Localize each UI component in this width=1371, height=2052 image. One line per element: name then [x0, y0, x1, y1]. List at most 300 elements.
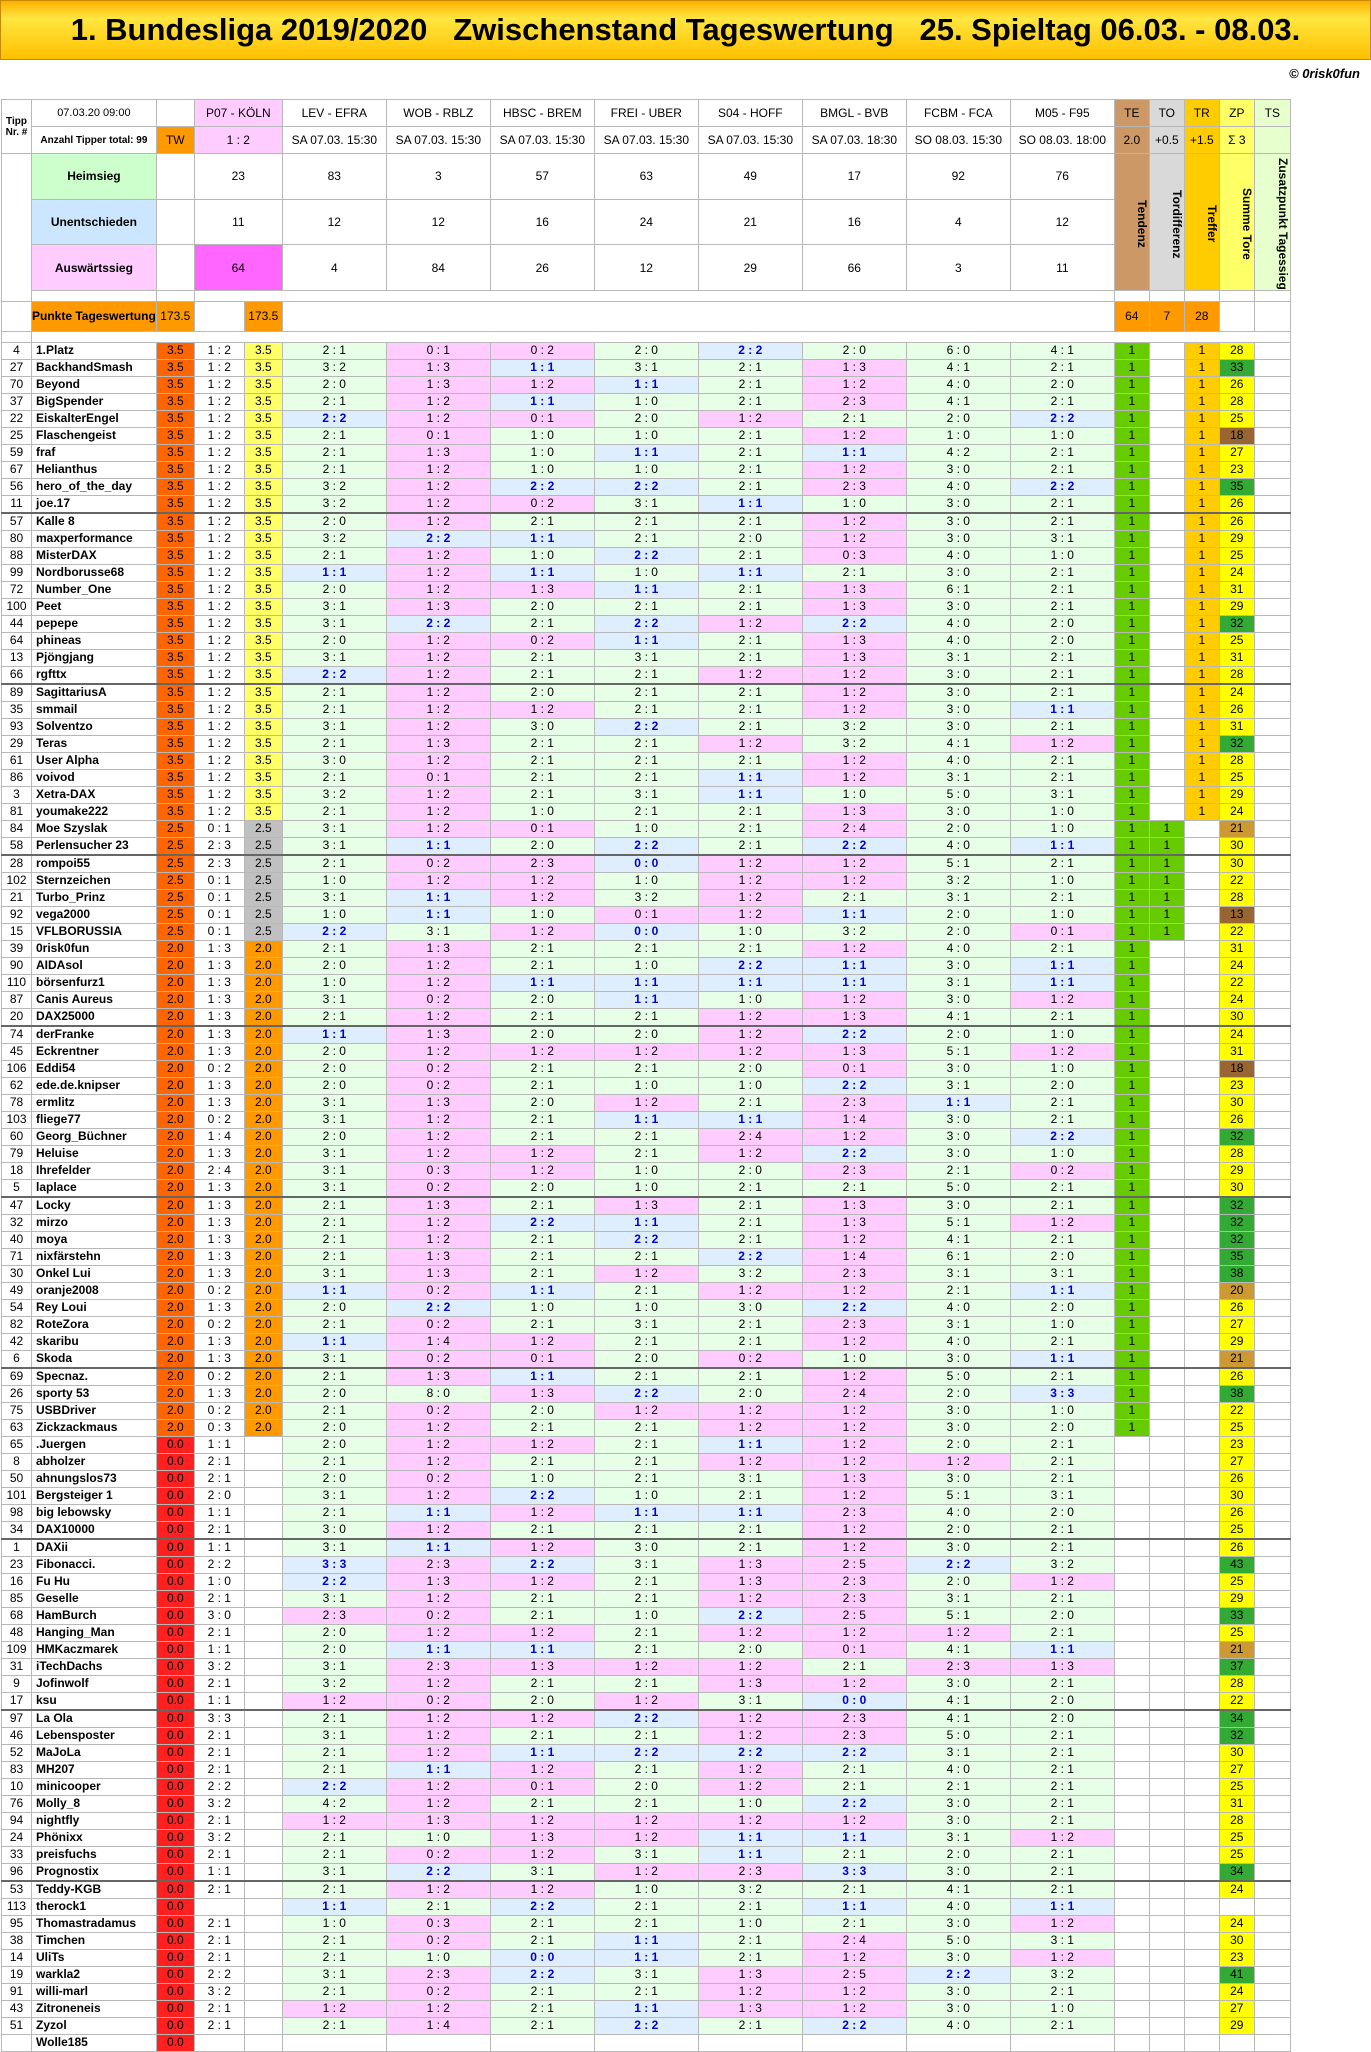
tipp-nr: 48 — [2, 1624, 32, 1641]
tip-match-8: 3 : 0 — [906, 1863, 1010, 1881]
tip-match-2: 3 : 2 — [282, 786, 386, 803]
tip-match-9: 1 : 2 — [1010, 1949, 1114, 1966]
tip-match-3: 1 : 1 — [386, 889, 490, 906]
tip-match-4: 2 : 2 — [490, 1487, 594, 1504]
zp-value: 29 — [1219, 1590, 1254, 1607]
tip-match-6: 1 : 2 — [698, 1624, 802, 1641]
zp-value: 22 — [1219, 974, 1254, 991]
match-info-4: SA 07.03. 15:30 — [594, 127, 698, 154]
tip-match-4: 1 : 1 — [490, 974, 594, 991]
to-value — [1149, 1915, 1184, 1932]
te-value — [1114, 1898, 1149, 1915]
tip-match-8: 3 : 1 — [906, 769, 1010, 786]
tip-match-2: 2 : 1 — [282, 444, 386, 461]
tip-match-5: 2 : 2 — [594, 2017, 698, 2034]
to-value — [1149, 1795, 1184, 1812]
tipp-nr: 54 — [2, 1299, 32, 1316]
te-value — [1114, 1863, 1149, 1881]
tip-match-3: 1 : 1 — [386, 837, 490, 855]
unentschieden-value-4: 24 — [594, 199, 698, 245]
tipp-nr: 83 — [2, 1761, 32, 1778]
tip-match-2: 2 : 1 — [282, 855, 386, 873]
tip-match-5: 2 : 1 — [594, 1675, 698, 1692]
tip-match-8: 4 : 0 — [906, 1898, 1010, 1915]
tw-score: 0.0 — [156, 1470, 194, 1487]
to-value — [1149, 1026, 1184, 1044]
tip-match-9: 2 : 1 — [1010, 1179, 1114, 1197]
tip-match-4: 2 : 2 — [490, 478, 594, 495]
tip-match-3: 1 : 2 — [386, 957, 490, 974]
te-value: 1 — [1114, 684, 1149, 702]
tw-score: 2.0 — [156, 1333, 194, 1350]
tipp-nr: 102 — [2, 872, 32, 889]
extra-label-ts: Zusatzpunkt Tagessieg — [1254, 154, 1290, 291]
to-value — [1149, 1368, 1184, 1386]
tip-match-9: 1 : 0 — [1010, 1316, 1114, 1333]
points-match-1 — [244, 1470, 282, 1487]
to-value — [1149, 1641, 1184, 1658]
tip-match-3: 1 : 2 — [386, 1128, 490, 1145]
match-info-5: SA 07.03. 15:30 — [698, 127, 802, 154]
tip-match-7: 1 : 4 — [802, 1248, 906, 1265]
tr-value — [1184, 1026, 1219, 1044]
tip-match-4: 3 : 0 — [490, 718, 594, 735]
zp-value: 23 — [1219, 1436, 1254, 1453]
tip-match-4: 1 : 1 — [490, 564, 594, 581]
auswaertssieg-label: Auswärtssieg — [32, 245, 157, 291]
tip-match-7: 1 : 1 — [802, 1898, 906, 1915]
tip-match-7: 1 : 3 — [802, 649, 906, 666]
tw-score: 0.0 — [156, 1727, 194, 1744]
points-match-1 — [244, 1829, 282, 1846]
tr-value — [1184, 1368, 1219, 1386]
tip-match-5: 2 : 2 — [594, 1231, 698, 1248]
tipp-nr: 42 — [2, 1333, 32, 1350]
te-value: 1 — [1114, 564, 1149, 581]
points-match-1: 2.0 — [244, 1145, 282, 1162]
tip-match-5: 1 : 1 — [594, 632, 698, 649]
tip-match-9: 2 : 1 — [1010, 598, 1114, 615]
tip-match-9: 1 : 1 — [1010, 974, 1114, 991]
tip-match-9: 1 : 0 — [1010, 427, 1114, 444]
tip-match-3: 0 : 2 — [386, 1402, 490, 1419]
table-row — [2, 1419, 1291, 1436]
to-value — [1149, 1214, 1184, 1231]
tip-match-3: 1 : 2 — [386, 803, 490, 820]
tw-score: 3.5 — [156, 598, 194, 615]
tip-match-5: 2 : 1 — [594, 752, 698, 769]
to-value — [1149, 547, 1184, 564]
tip-match-2: 3 : 1 — [282, 837, 386, 855]
tip-match-5: 2 : 1 — [594, 666, 698, 684]
te-value — [1114, 2017, 1149, 2034]
tip-match-6: 2 : 1 — [698, 393, 802, 410]
to-value — [1149, 615, 1184, 632]
points-match-1 — [244, 1932, 282, 1949]
tw-score: 2.0 — [156, 1282, 194, 1299]
table-row — [2, 735, 1291, 752]
tw-score: 0.0 — [156, 1983, 194, 2000]
tip-match-8: 2 : 0 — [906, 1846, 1010, 1863]
tw-score: 0.0 — [156, 1453, 194, 1470]
tipper-name: 0risk0fun — [32, 940, 157, 957]
unentschieden-label: Unentschieden — [32, 199, 157, 245]
tip-match-6: 1 : 1 — [698, 769, 802, 786]
tip-match-2: 3 : 1 — [282, 991, 386, 1008]
tip-match-8: 4 : 1 — [906, 1710, 1010, 1728]
tip-match-8: 1 : 0 — [906, 427, 1010, 444]
te-value — [1114, 1761, 1149, 1778]
ts-value — [1254, 1453, 1290, 1470]
te-value: 1 — [1114, 1008, 1149, 1026]
tip-match-7: 2 : 1 — [802, 1179, 906, 1197]
tip-match-4: 1 : 0 — [490, 444, 594, 461]
to-value — [1149, 1350, 1184, 1368]
tip-match-7: 2 : 1 — [802, 1846, 906, 1863]
tip-match-9: 1 : 0 — [1010, 820, 1114, 837]
tip-match-9: 2 : 1 — [1010, 1094, 1114, 1111]
te-value — [1114, 1504, 1149, 1521]
tip-match-7: 1 : 2 — [802, 1368, 906, 1386]
tip-match-6: 1 : 1 — [698, 1846, 802, 1863]
tip-match-3: 0 : 2 — [386, 1470, 490, 1487]
tipper-name: laplace — [32, 1179, 157, 1197]
tip-match-1: 1 : 2 — [194, 444, 244, 461]
tip-match-5: 1 : 2 — [594, 1658, 698, 1675]
tip-match-8: 3 : 0 — [906, 1402, 1010, 1419]
tipper-name: Teddy-KGB — [32, 1881, 157, 1899]
tip-match-8: 4 : 0 — [906, 2017, 1010, 2034]
tip-match-5: 2 : 1 — [594, 1915, 698, 1932]
punkte-tr: 28 — [1184, 301, 1219, 331]
tipp-nr: 23 — [2, 1556, 32, 1573]
tr-value — [1184, 1624, 1219, 1641]
table-row — [2, 513, 1291, 531]
zp-value — [1219, 2034, 1254, 2051]
tipper-name: Rey Loui — [32, 1299, 157, 1316]
tip-match-3: 0 : 2 — [386, 1077, 490, 1094]
points-match-1 — [244, 1675, 282, 1692]
tip-match-9: 3 : 1 — [1010, 1487, 1114, 1504]
tip-match-3: 1 : 2 — [386, 974, 490, 991]
tip-match-2: 2 : 0 — [282, 1128, 386, 1145]
tip-match-5: 2 : 0 — [594, 1026, 698, 1044]
tr-value — [1184, 1179, 1219, 1197]
extra-value-zp: Σ 3 — [1219, 127, 1254, 154]
points-match-1 — [244, 1744, 282, 1761]
table-row — [2, 1487, 1291, 1504]
ts-value — [1254, 1744, 1290, 1761]
tip-match-8: 4 : 0 — [906, 940, 1010, 957]
tip-match-6: 2 : 1 — [698, 427, 802, 444]
tip-match-7: 2 : 3 — [802, 1094, 906, 1111]
tip-match-4: 2 : 1 — [490, 940, 594, 957]
zp-value: 24 — [1219, 803, 1254, 820]
tip-match-3: 1 : 3 — [386, 1265, 490, 1282]
extra-header-tr: TR — [1184, 100, 1219, 127]
tip-match-1: 0 : 2 — [194, 1060, 244, 1077]
tipper-name: ede.de.knipser — [32, 1077, 157, 1094]
tipp-nr: 15 — [2, 923, 32, 940]
tip-match-1: 2 : 1 — [194, 1470, 244, 1487]
table-row — [2, 1624, 1291, 1641]
tip-match-6: 1 : 1 — [698, 1436, 802, 1453]
te-value: 1 — [1114, 1128, 1149, 1145]
tip-match-3: 1 : 2 — [386, 1590, 490, 1607]
te-value — [1114, 2034, 1149, 2051]
tip-match-6: 1 : 2 — [698, 1043, 802, 1060]
tip-match-2: 2 : 1 — [282, 1983, 386, 2000]
zp-value: 22 — [1219, 923, 1254, 940]
points-match-1: 2.0 — [244, 1248, 282, 1265]
tip-match-2: 3 : 2 — [282, 530, 386, 547]
te-value — [1114, 1795, 1149, 1812]
tw-score: 3.5 — [156, 786, 194, 803]
tipp-nr: 60 — [2, 1128, 32, 1145]
ts-value — [1254, 1487, 1290, 1504]
tip-match-9: 2 : 1 — [1010, 1111, 1114, 1128]
tip-match-2: 2 : 0 — [282, 1436, 386, 1453]
to-value: 1 — [1149, 837, 1184, 855]
tip-match-4: 1 : 0 — [490, 427, 594, 444]
to-value — [1149, 957, 1184, 974]
tr-value — [1184, 1248, 1219, 1265]
tip-match-1: 1 : 2 — [194, 342, 244, 359]
tip-match-8: 4 : 1 — [906, 735, 1010, 752]
match-teams-1: LEV - EFRA — [282, 100, 386, 127]
table-row — [2, 974, 1291, 991]
tip-match-5: 2 : 1 — [594, 1436, 698, 1453]
tipp-nr: 87 — [2, 991, 32, 1008]
tip-match-5: 2 : 1 — [594, 1573, 698, 1590]
tip-match-5: 1 : 0 — [594, 1881, 698, 1899]
tip-match-7: 1 : 3 — [802, 1008, 906, 1026]
tip-match-7: 1 : 2 — [802, 855, 906, 873]
table-row — [2, 1556, 1291, 1573]
tipper-name: Peet — [32, 598, 157, 615]
to-value — [1149, 564, 1184, 581]
tip-match-9: 2 : 1 — [1010, 1453, 1114, 1470]
tw-score: 2.0 — [156, 1026, 194, 1044]
te-value: 1 — [1114, 1248, 1149, 1265]
ts-value — [1254, 855, 1290, 873]
ts-value — [1254, 1675, 1290, 1692]
te-value — [1114, 1590, 1149, 1607]
te-value: 1 — [1114, 376, 1149, 393]
tr-value: 1 — [1184, 376, 1219, 393]
tip-match-6: 2 : 0 — [698, 1385, 802, 1402]
tip-match-5: 1 : 1 — [594, 1504, 698, 1521]
tip-match-5: 2 : 1 — [594, 1060, 698, 1077]
tipper-name: vega2000 — [32, 906, 157, 923]
tip-match-1: 2 : 4 — [194, 1162, 244, 1179]
blank — [2, 301, 32, 331]
tip-match-2: 2 : 1 — [282, 1214, 386, 1231]
table-row — [2, 855, 1291, 873]
tip-match-9: 4 : 1 — [1010, 342, 1114, 359]
zp-value: 23 — [1219, 461, 1254, 478]
tip-match-1: 1 : 3 — [194, 1077, 244, 1094]
tip-match-6: 2 : 1 — [698, 684, 802, 702]
tip-match-3: 0 : 3 — [386, 1915, 490, 1932]
table-row — [2, 1128, 1291, 1145]
tip-match-9: 1 : 1 — [1010, 1898, 1114, 1915]
tip-match-5: 1 : 0 — [594, 1077, 698, 1094]
te-value: 1 — [1114, 889, 1149, 906]
points-match-1 — [244, 1761, 282, 1778]
tw-score: 3.5 — [156, 444, 194, 461]
tip-match-2: 2 : 0 — [282, 1641, 386, 1658]
ts-value — [1254, 530, 1290, 547]
tipp-nr: 75 — [2, 1402, 32, 1419]
tipper-name: EiskalterEngel — [32, 410, 157, 427]
te-value — [1114, 1624, 1149, 1641]
tip-match-2: 3 : 3 — [282, 1556, 386, 1573]
te-value — [1114, 1812, 1149, 1829]
tip-match-2: 3 : 1 — [282, 1145, 386, 1162]
tip-match-7: 1 : 4 — [802, 1111, 906, 1128]
tip-match-4: 2 : 2 — [490, 1556, 594, 1573]
te-value: 1 — [1114, 1026, 1149, 1044]
ts-value — [1254, 666, 1290, 684]
tipp-nr: 11 — [2, 495, 32, 513]
tip-match-5: 2 : 1 — [594, 1727, 698, 1744]
points-match-1 — [244, 1692, 282, 1710]
tip-match-1: 2 : 2 — [194, 1778, 244, 1795]
tipper-name: La Ola — [32, 1710, 157, 1728]
tip-match-8: 6 : 0 — [906, 342, 1010, 359]
tip-match-3: 0 : 2 — [386, 991, 490, 1008]
ts-value — [1254, 786, 1290, 803]
tip-match-7: 3 : 2 — [802, 923, 906, 940]
tip-match-4: 1 : 1 — [490, 1368, 594, 1386]
to-value — [1149, 1179, 1184, 1197]
tip-match-7: 1 : 2 — [802, 1949, 906, 1966]
tip-match-7: 1 : 0 — [802, 1350, 906, 1368]
tip-match-1: 1 : 2 — [194, 461, 244, 478]
points-match-1 — [244, 1641, 282, 1658]
points-match-1: 2.0 — [244, 1043, 282, 1060]
tip-match-1: 0 : 2 — [194, 1402, 244, 1419]
auswaertssieg-value-1: 4 — [282, 245, 386, 291]
tipper-name: derFranke — [32, 1026, 157, 1044]
zp-value: 18 — [1219, 427, 1254, 444]
tip-match-8: 2 : 1 — [906, 1282, 1010, 1299]
tip-match-4: 0 : 1 — [490, 1778, 594, 1795]
tw-score: 3.5 — [156, 461, 194, 478]
to-value — [1149, 1812, 1184, 1829]
table-row — [2, 1299, 1291, 1316]
tip-match-4: 2 : 1 — [490, 1590, 594, 1607]
tip-match-8: 4 : 0 — [906, 376, 1010, 393]
tipper-name: Teras — [32, 735, 157, 752]
te-value: 1 — [1114, 701, 1149, 718]
to-value — [1149, 461, 1184, 478]
tw-score: 3.5 — [156, 615, 194, 632]
tip-match-2: 2 : 2 — [282, 1573, 386, 1590]
tip-match-6: 1 : 3 — [698, 1966, 802, 1983]
tip-match-5: 2 : 0 — [594, 1778, 698, 1795]
tip-match-8: 3 : 1 — [906, 974, 1010, 991]
table-row — [2, 837, 1291, 855]
tip-match-1: 1 : 3 — [194, 1145, 244, 1162]
match-teams-7: FCBM - FCA — [906, 100, 1010, 127]
tip-match-7: 2 : 3 — [802, 393, 906, 410]
tip-match-7: 1 : 2 — [802, 2000, 906, 2017]
to-value — [1149, 393, 1184, 410]
tip-match-6: 2 : 4 — [698, 1128, 802, 1145]
table-row — [2, 1863, 1291, 1881]
tip-match-1: 0 : 1 — [194, 906, 244, 923]
tip-match-5: 1 : 1 — [594, 1111, 698, 1128]
tipp-nr: 67 — [2, 461, 32, 478]
tip-match-9: 2 : 1 — [1010, 1881, 1114, 1899]
table-row — [2, 1316, 1291, 1333]
tip-match-4: 1 : 2 — [490, 889, 594, 906]
ts-value — [1254, 478, 1290, 495]
tip-match-8: 4 : 1 — [906, 393, 1010, 410]
tip-match-4: 1 : 2 — [490, 1145, 594, 1162]
tip-match-1: 0 : 1 — [194, 923, 244, 940]
tip-match-9: 1 : 2 — [1010, 1829, 1114, 1846]
tipper-name: fraf — [32, 444, 157, 461]
tip-match-4: 2 : 1 — [490, 1795, 594, 1812]
tip-match-4: 2 : 1 — [490, 1607, 594, 1624]
tip-match-6: 3 : 2 — [698, 1881, 802, 1899]
match-teams-0: P07 - KÖLN — [194, 100, 282, 127]
zp-value: 32 — [1219, 615, 1254, 632]
tip-match-6: 1 : 1 — [698, 495, 802, 513]
tip-match-2: 2 : 1 — [282, 1453, 386, 1470]
tipp-nr: 13 — [2, 649, 32, 666]
tip-match-5: 2 : 1 — [594, 1521, 698, 1539]
te-value — [1114, 1658, 1149, 1675]
zp-value: 31 — [1219, 940, 1254, 957]
tip-match-7: 2 : 4 — [802, 1932, 906, 1949]
tip-match-5: 2 : 0 — [594, 342, 698, 359]
tip-match-8: 3 : 0 — [906, 1145, 1010, 1162]
tip-match-6: 2 : 2 — [698, 1248, 802, 1265]
tip-match-9: 2 : 0 — [1010, 1710, 1114, 1728]
tip-match-6: 1 : 1 — [698, 974, 802, 991]
tip-match-4: 2 : 1 — [490, 1265, 594, 1282]
ts-value — [1254, 1402, 1290, 1419]
tip-match-3: 1 : 3 — [386, 1573, 490, 1590]
table-row — [2, 393, 1291, 410]
tip-match-1: 1 : 2 — [194, 615, 244, 632]
tip-match-2: 3 : 1 — [282, 718, 386, 735]
to-value — [1149, 1402, 1184, 1419]
blank — [194, 290, 1114, 301]
to-value — [1149, 1197, 1184, 1215]
to-value — [1149, 1504, 1184, 1521]
tip-match-7: 1 : 2 — [802, 1521, 906, 1539]
tipp-nr: 71 — [2, 1248, 32, 1265]
tip-match-7: 1 : 2 — [802, 1624, 906, 1641]
extra-value-te: 2.0 — [1114, 127, 1149, 154]
tr-value: 1 — [1184, 649, 1219, 666]
zp-value: 32 — [1219, 1727, 1254, 1744]
tip-match-2: 3 : 2 — [282, 478, 386, 495]
tipp-nr: 18 — [2, 1162, 32, 1179]
table-row — [2, 1983, 1291, 2000]
tip-match-4: 2 : 2 — [490, 1898, 594, 1915]
tip-match-7: 1 : 0 — [802, 495, 906, 513]
tip-match-3: 0 : 1 — [386, 342, 490, 359]
tip-match-7: 1 : 2 — [802, 1436, 906, 1453]
tip-match-7: 0 : 1 — [802, 1060, 906, 1077]
heimsieg-value-5: 49 — [698, 154, 802, 200]
